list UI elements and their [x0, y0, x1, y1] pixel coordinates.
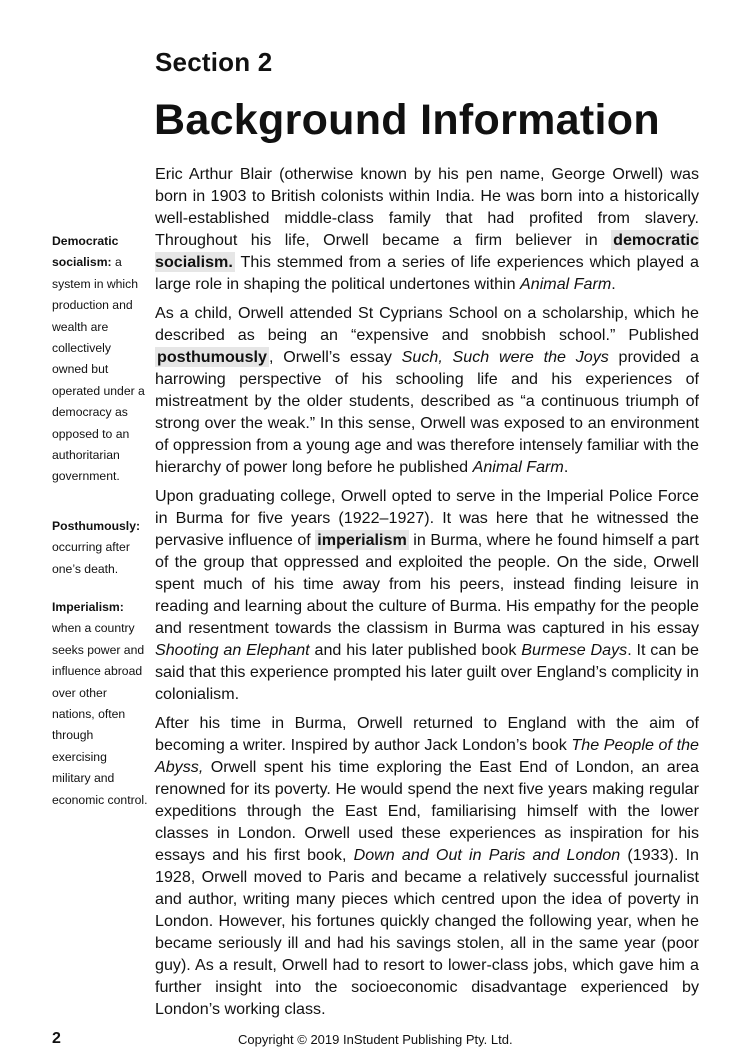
paragraph-childhood — [155, 302, 699, 478]
highlighted-term-democratic-socialism: democratic socialism. — [155, 231, 699, 271]
highlighted-term-imperialism: imperialism — [317, 531, 407, 549]
text: . It can be said that this experience prompted his later guilt over England’s complicity in colonialism. — [155, 641, 699, 703]
paragraph-london — [155, 712, 699, 1020]
glossary-definition: when a country seeks power and influence abroad over other nations, often through exercising military and economic control. — [52, 621, 148, 807]
glossary-definition: occurring after one’s death. — [52, 540, 130, 576]
book-title: Burmese Days — [521, 641, 628, 659]
glossary-term: Democratic socialism: — [52, 234, 119, 270]
text: in Burma, where he found himself a part of the group that oppressed and exploited the people. On the side, Orwell spent much of his time away from his peers, instead finding leisure in reading and learning about the culture of Burma. His empathy for the people and resentment towards the classism in Burma was captured in his essay — [155, 531, 699, 637]
glossary-entry-democratic-socialism — [52, 231, 148, 488]
text: After his time in Burma, Orwell returned to England with the aim of becoming a writer. Inspired by author Jack London’s book — [155, 714, 699, 754]
text: Eric Arthur Blair (otherwise known by his pen name, George Orwell) was born in 1903 to British colonists within India. He was born into a historically well-established middle-class family that had profited from slavery. Throughout his life, Orwell became a firm believer in — [155, 165, 699, 249]
paragraph-early-life — [155, 163, 699, 295]
paragraph-burma — [155, 485, 699, 705]
text: . — [563, 458, 569, 476]
essay-title: Such, Such were the Joys — [401, 348, 609, 366]
body-text — [155, 163, 699, 1027]
glossary-term: Posthumously: — [52, 519, 141, 533]
text: As a child, Orwell attended St Cyprians School on a scholarship, which he described as being an “expensive and snobbish school.” Published — [155, 304, 699, 344]
page-number: 2 — [52, 1030, 61, 1047]
text: This stemmed from a series of life experiences which played a large role in shaping the political undertones within — [155, 253, 699, 293]
text: and his later published book — [309, 641, 522, 659]
glossary-entry-imperialism — [52, 597, 148, 811]
glossary-entry-posthumously — [52, 516, 148, 580]
book-title: Down and Out in Paris and London — [353, 846, 621, 864]
book-title: Animal Farm — [520, 275, 612, 293]
book-title: Animal Farm — [472, 458, 564, 476]
page-title: Background Information — [154, 96, 660, 144]
book-title: The People of the Abyss, — [155, 736, 699, 776]
text: (1933). In 1928, Orwell moved to Paris and became a relatively successful journalist and author, writing many pieces which centred upon the idea of poverty in London. However, his fortunes quickly changed the following year, when he became seriously ill and had his savings stolen, all in the same year (poor guy). As a result, Orwell had to resort to lower-class jobs, which gave him a further insight into the socioeconomic disadvantage experienced by London’s working class. — [155, 846, 700, 1018]
glossary-definition: a system in which production and wealth are collectively owned but operated under a democracy as opposed to an authoritarian government. — [52, 255, 145, 484]
text: Orwell spent his time exploring the East End of London, an area renowned for its poverty. He would spend the next five years making regular expeditions through the East End, familiarising himself with the lower classes in London. Orwell used these experiences as inspiration for his essays and his first book, — [155, 758, 699, 864]
text: , Orwell’s essay — [268, 348, 402, 366]
text: Upon graduating college, Orwell opted to serve in the Imperial Police Force in Burma for five years (1922–1927). It was here that he witnessed the pervasive influence of — [155, 487, 699, 549]
essay-title: Shooting an Elephant — [155, 641, 310, 659]
highlighted-term-posthumously: posthumously — [157, 348, 267, 366]
text: . — [611, 275, 616, 293]
copyright-notice: Copyright © 2019 InStudent Publishing Pty. Ltd. — [238, 1032, 513, 1047]
section-label: Section 2 — [155, 47, 273, 77]
glossary-term: Imperialism: — [52, 600, 124, 614]
text: provided a harrowing perspective of his schooling life and his experiences of mistreatment by the older students, described as “a continuous triumph of strong over the weak.” In this sense, Orwell was exposed to an environment of oppression from a young age and was therefore intensely familiar with the hierarchy of power long before he published — [155, 348, 699, 476]
